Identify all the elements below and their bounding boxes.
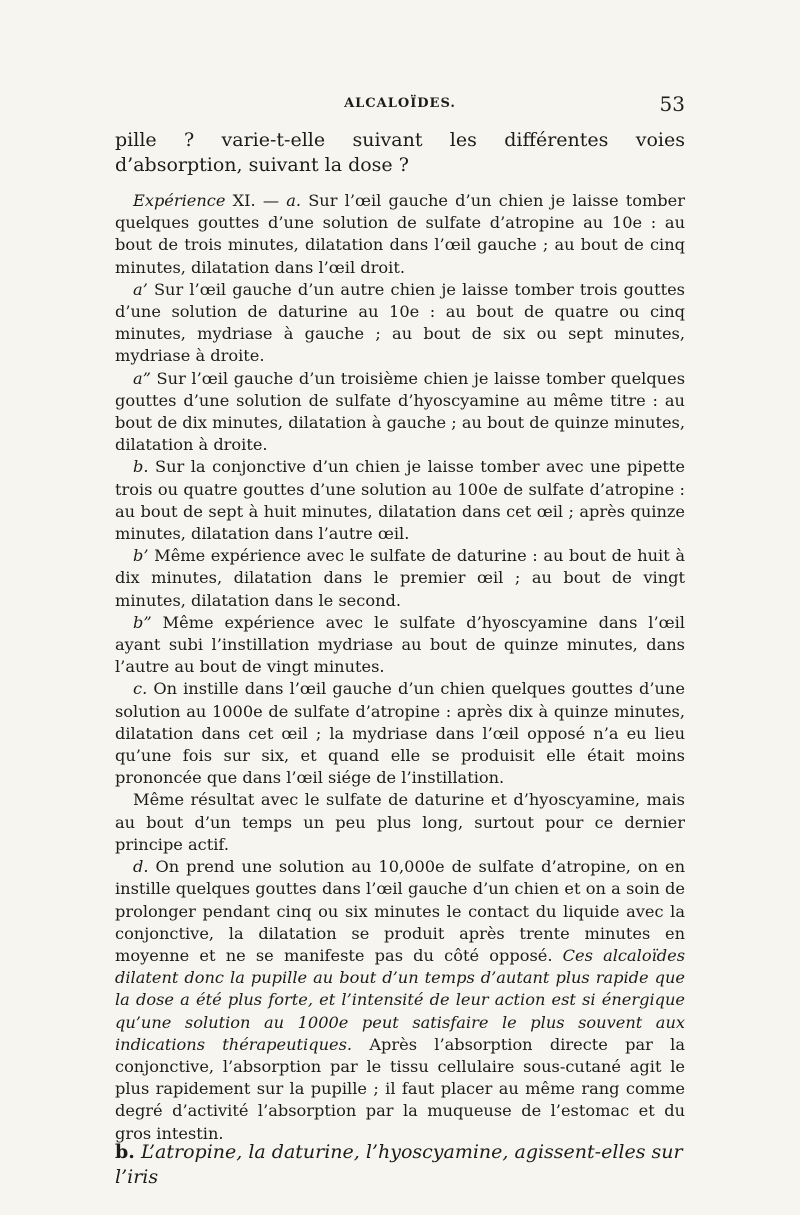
paragraph-a-prime xyxy=(115,279,685,368)
paragraph-experiment-a xyxy=(115,190,685,279)
running-title: ALCALOÏDES. xyxy=(344,96,456,111)
section-question-b xyxy=(115,1140,685,1190)
paragraph-text: On instille dans l’œil gauche d’un chien quelques gouttes d’une solution au 1000e de sulfate d’atropine : après dix à quinze minutes, dilatation dans cet œil ; la mydriase dans l’œil opposé n’a eu lieu qu’une fois sur six, et quand elle se produisit elle était moins prononcée que dans l’œil siége de l’instillation. xyxy=(115,679,685,788)
paragraph-text: Même expérience avec le sulfate d’hyoscyamine dans l’œil ayant subi l’instillation mydriase au bout de quinze minutes, dans l’autre au bout de vingt minutes. xyxy=(115,612,685,677)
paragraph-same-result: Même résultat avec le sulfate de daturine et d’hyoscyamine, mais au bout d’un temps un peu plus long, surtout pour ce dernier principe actif. xyxy=(115,790,685,854)
paragraph-b xyxy=(115,456,685,545)
paragraph-b-prime xyxy=(115,545,685,612)
case-letter-a: a. xyxy=(286,191,302,210)
case-letter-b-prime: b’ xyxy=(133,546,149,566)
paragraph-c xyxy=(115,678,685,789)
experiment-number: XI. — xyxy=(225,191,287,210)
case-letter-d: d. xyxy=(133,857,149,877)
paragraph-text-tail: Après l’absorption directe par la conjonctive, l’absorption par le tissu cellulaire sous-cutané agit le plus rapidement sur la pupille ; il faut placer au même rang comme degré d’activité l’absorption par la muqueuse de l’estomac et du gros intestin. xyxy=(115,1034,685,1143)
section-question-text: L’atropine, la daturine, l’hyoscyamine, agissent-elles sur l’iris xyxy=(115,1141,683,1188)
paragraph-text: Sur la conjonctive d’un chien je laisse tomber avec une pipette trois ou quatre gouttes d’une solution au 100e de sulfate d’atropine : au bout de sept à huit minutes, dilatation dans cet œil ; après quinze minutes, dilatation dans l’autre œil. xyxy=(115,457,685,544)
body-text xyxy=(115,128,685,1145)
paragraph-a-second xyxy=(115,368,685,457)
case-letter-a-second: a” xyxy=(133,368,151,388)
paragraph-text: Sur l’œil gauche d’un troisième chien je laisse tomber quelques gouttes d’une solution de sulfate d’hyoscyamine au même titre : au bout de dix minutes, dilatation à gauche ; au bout de quinze minutes, dilatation à droite. xyxy=(115,368,685,455)
paragraph-text: Même expérience avec le sulfate de daturine : au bout de huit à dix minutes, dilatation dans le premier œil ; au bout de vingt minutes, dilatation dans le second. xyxy=(115,546,685,610)
paragraph-text: On prend une solution au 10,000e de sulfate d’atropine, on en instille quelques gouttes dans l’œil gauche d’un chien et on a soin de prolonger pendant cinq ou six minutes le contact du liquide avec la conjonctive, la dilatation se produit après trente minutes en moyenne et ne se manifeste pas du côté opposé. xyxy=(115,857,685,965)
experiment-label: Expérience xyxy=(133,191,226,210)
case-letter-c: c. xyxy=(133,679,148,699)
section-label: b. xyxy=(115,1141,135,1163)
running-head xyxy=(115,92,685,120)
case-letter-b: b. xyxy=(133,457,149,477)
paragraph-text: Sur l’œil gauche d’un chien je laisse tomber quelques gouttes d’une solution de sulfate d’atropine au 10e : au bout de trois minutes, dilatation dans l’œil gauche ; au bout de cinq minutes, dilatation dans l’œil droit. xyxy=(115,191,685,277)
case-letter-b-second: b” xyxy=(133,612,152,632)
case-letter-a-prime: a’ xyxy=(133,279,148,299)
paragraph-text: Sur l’œil gauche d’un autre chien je laisse tomber trois gouttes d’une solution de daturine au 10e : au bout de quatre ou cinq minutes, mydriase à gauche ; au bout de six ou sept minutes, mydriase à droite. xyxy=(115,279,685,366)
paragraph-conclusion-italic: Ces alcaloïdes dilatent donc la pupille au bout d’un temps d’autant plus rapide que la dose a été plus forte, et l’intensité de leur action est si énergique qu’une solution au 1000e peut satisfaire le plus souvent aux indications thérapeutiques. xyxy=(115,945,686,1054)
paragraph-opening: pille ? varie-t-elle suivant les différentes voies d’absorption, suivant la dose ? xyxy=(115,129,685,176)
page-number: 53 xyxy=(659,92,685,116)
paragraph-d xyxy=(115,856,685,1145)
paragraph-b-second xyxy=(115,612,685,679)
